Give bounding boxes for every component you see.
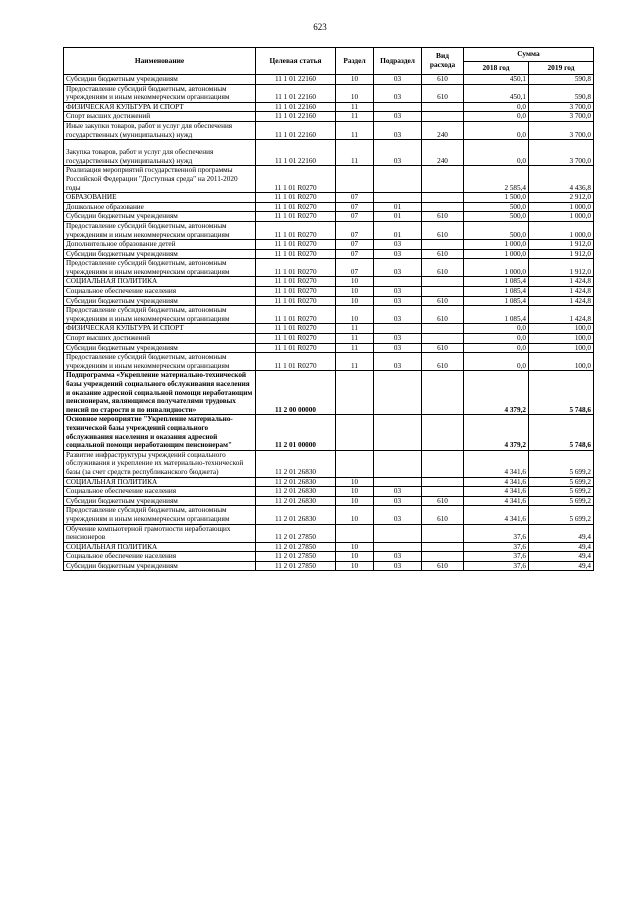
table-row [64, 506, 594, 524]
row-sum-2018: 4 341,6 [464, 477, 529, 487]
header-exp-type: Вид расхода [422, 48, 464, 75]
row-subsection [374, 415, 422, 450]
row-exp-type [422, 202, 464, 212]
row-target: 11 2 01 27850 [256, 552, 336, 562]
row-sum-2018: 2 585,4 [464, 166, 529, 193]
row-target: 11 1 01 R0270 [256, 277, 336, 287]
row-sum-2018: 37,6 [464, 552, 529, 562]
row-name: Предоставление субсидий бюджетным, автономным учреждениям и иным некоммерческим организациям [64, 259, 256, 277]
row-target: 11 1 01 R0270 [256, 343, 336, 353]
row-target: 11 2 01 26830 [256, 450, 336, 477]
row-target: 11 1 01 R0270 [256, 334, 336, 344]
row-sum-2018: 1 085,4 [464, 306, 529, 324]
row-exp-type: 610 [422, 249, 464, 259]
row-sum-2018: 0,0 [464, 112, 529, 122]
row-target: 11 2 01 26830 [256, 487, 336, 497]
row-sum-2018: 500,0 [464, 202, 529, 212]
row-exp-type [422, 324, 464, 334]
row-sum-2019: 1 424,8 [529, 287, 594, 297]
row-target: 11 2 01 26830 [256, 477, 336, 487]
row-name: Социальное обеспечение населения [64, 552, 256, 562]
table-row [64, 324, 594, 334]
row-name: Социальное обеспечение населения [64, 287, 256, 297]
row-section [336, 166, 374, 193]
row-name: ФИЗИЧЕСКАЯ КУЛЬТУРА И СПОРТ [64, 324, 256, 334]
table-row [64, 371, 594, 415]
row-exp-type: 240 [422, 140, 464, 166]
row-subsection: 01 [374, 202, 422, 212]
table-row [64, 140, 594, 166]
row-sum-2018: 4 341,6 [464, 450, 529, 477]
row-target: 11 1 01 R0270 [256, 212, 336, 222]
row-section: 11 [336, 140, 374, 166]
row-sum-2019: 1 424,8 [529, 277, 594, 287]
row-exp-type [422, 277, 464, 287]
row-sum-2019: 1 000,0 [529, 221, 594, 239]
table-row [64, 259, 594, 277]
table-row [64, 112, 594, 122]
row-exp-type: 610 [422, 259, 464, 277]
row-sum-2018: 450,1 [464, 84, 529, 102]
row-exp-type [422, 450, 464, 477]
table-row [64, 450, 594, 477]
row-sum-2019: 3 700,0 [529, 102, 594, 112]
row-sum-2019: 1 000,0 [529, 212, 594, 222]
row-exp-type: 610 [422, 496, 464, 506]
row-name: Реализация мероприятий государственной программы Российской Федерации "Доступная среда" на 2011-2020 годы [64, 166, 256, 193]
row-target: 11 1 01 22160 [256, 140, 336, 166]
row-target: 11 2 01 27850 [256, 561, 336, 571]
row-sum-2019: 100,0 [529, 353, 594, 371]
row-sum-2018: 0,0 [464, 102, 529, 112]
row-name: Социальное обеспечение населения [64, 487, 256, 497]
row-sum-2018: 37,6 [464, 524, 529, 542]
row-subsection [374, 524, 422, 542]
row-sum-2019: 4 436,8 [529, 166, 594, 193]
row-sum-2018: 4 379,2 [464, 415, 529, 450]
table-row [64, 496, 594, 506]
row-name: Закупка товаров, работ и услуг для обеспечения государственных (муниципальных) нужд [64, 140, 256, 166]
table-row [64, 334, 594, 344]
row-section: 11 [336, 112, 374, 122]
row-target: 11 2 01 27850 [256, 524, 336, 542]
row-section: 10 [336, 542, 374, 552]
row-section: 10 [336, 477, 374, 487]
row-subsection: 03 [374, 334, 422, 344]
row-name: ОБРАЗОВАНИЕ [64, 193, 256, 203]
row-exp-type: 610 [422, 561, 464, 571]
row-sum-2019: 49,4 [529, 552, 594, 562]
row-section: 11 [336, 324, 374, 334]
table-row [64, 121, 594, 139]
row-target: 11 2 00 00000 [256, 371, 336, 415]
row-section: 11 [336, 121, 374, 139]
row-subsection [374, 324, 422, 334]
row-section: 10 [336, 84, 374, 102]
row-sum-2018: 500,0 [464, 212, 529, 222]
row-target: 11 2 01 26830 [256, 496, 336, 506]
row-exp-type: 610 [422, 221, 464, 239]
table-row [64, 240, 594, 250]
row-section [336, 371, 374, 415]
row-name: СОЦИАЛЬНАЯ ПОЛИТИКА [64, 542, 256, 552]
row-name: СОЦИАЛЬНАЯ ПОЛИТИКА [64, 477, 256, 487]
row-sum-2019: 1 912,0 [529, 249, 594, 259]
row-sum-2018: 1 085,4 [464, 296, 529, 306]
header-2018: 2018 год [464, 62, 529, 75]
row-subsection: 01 [374, 212, 422, 222]
row-subsection: 03 [374, 496, 422, 506]
row-sum-2018: 1 085,4 [464, 287, 529, 297]
row-section: 10 [336, 296, 374, 306]
row-exp-type: 610 [422, 296, 464, 306]
row-sum-2019: 1 912,0 [529, 259, 594, 277]
table-header [64, 48, 594, 75]
row-target: 11 2 01 27850 [256, 542, 336, 552]
header-section: Раздел [336, 48, 374, 75]
row-subsection: 01 [374, 221, 422, 239]
page-number: 623 [313, 22, 327, 32]
row-name: Субсидии бюджетным учреждениям [64, 296, 256, 306]
budget-table [63, 47, 594, 571]
row-subsection [374, 102, 422, 112]
row-section: 07 [336, 240, 374, 250]
row-subsection: 03 [374, 84, 422, 102]
row-sum-2019: 1 912,0 [529, 240, 594, 250]
table-row [64, 296, 594, 306]
header-target: Целевая статья [256, 48, 336, 75]
row-section: 07 [336, 212, 374, 222]
row-name: Дошкольное образование [64, 202, 256, 212]
row-sum-2019: 100,0 [529, 324, 594, 334]
row-sum-2019: 5 748,6 [529, 415, 594, 450]
row-target: 11 1 01 R0270 [256, 287, 336, 297]
row-sum-2019: 100,0 [529, 334, 594, 344]
row-sum-2018: 1 000,0 [464, 240, 529, 250]
row-sum-2018: 37,6 [464, 561, 529, 571]
row-section: 07 [336, 202, 374, 212]
row-subsection [374, 477, 422, 487]
row-exp-type [422, 166, 464, 193]
row-sum-2018: 1 500,0 [464, 193, 529, 203]
table-row [64, 353, 594, 371]
table-body [64, 75, 594, 571]
row-exp-type [422, 415, 464, 450]
row-target: 11 1 01 R0270 [256, 259, 336, 277]
row-subsection: 03 [374, 75, 422, 85]
row-exp-type: 610 [422, 353, 464, 371]
table-row [64, 477, 594, 487]
row-section: 07 [336, 249, 374, 259]
row-exp-type [422, 487, 464, 497]
row-subsection: 03 [374, 240, 422, 250]
table-row [64, 487, 594, 497]
table-row [64, 193, 594, 203]
row-subsection: 03 [374, 506, 422, 524]
row-exp-type [422, 102, 464, 112]
row-sum-2018: 37,6 [464, 542, 529, 552]
table-row [64, 343, 594, 353]
row-exp-type [422, 112, 464, 122]
row-name: Предоставление субсидий бюджетным, автономным учреждениям и иным некоммерческим организациям [64, 306, 256, 324]
table-row [64, 249, 594, 259]
row-target: 11 1 01 R0270 [256, 296, 336, 306]
table-row [64, 75, 594, 85]
row-subsection: 03 [374, 249, 422, 259]
row-target: 11 1 01 R0270 [256, 240, 336, 250]
table-row [64, 552, 594, 562]
row-section: 07 [336, 193, 374, 203]
header-name: Наименование [64, 48, 256, 75]
row-name: ФИЗИЧЕСКАЯ КУЛЬТУРА И СПОРТ [64, 102, 256, 112]
row-name: Субсидии бюджетным учреждениям [64, 75, 256, 85]
row-sum-2019: 49,4 [529, 524, 594, 542]
row-sum-2018: 0,0 [464, 334, 529, 344]
row-target: 11 2 01 26830 [256, 506, 336, 524]
row-subsection [374, 193, 422, 203]
row-exp-type: 610 [422, 212, 464, 222]
row-exp-type [422, 542, 464, 552]
row-name: Иные закупки товаров, работ и услуг для обеспечения государственных (муниципальных) нужд [64, 121, 256, 139]
table-row [64, 287, 594, 297]
row-sum-2019: 5 748,6 [529, 371, 594, 415]
row-section: 10 [336, 277, 374, 287]
row-subsection: 03 [374, 353, 422, 371]
row-subsection: 03 [374, 296, 422, 306]
row-subsection: 03 [374, 121, 422, 139]
row-sum-2019: 100,0 [529, 343, 594, 353]
row-subsection: 03 [374, 259, 422, 277]
row-sum-2019: 1 000,0 [529, 202, 594, 212]
row-exp-type: 610 [422, 84, 464, 102]
row-section: 11 [336, 343, 374, 353]
row-name: Предоставление субсидий бюджетным, автономным учреждениям и иным некоммерческим организациям [64, 353, 256, 371]
row-section: 07 [336, 259, 374, 277]
row-subsection: 03 [374, 561, 422, 571]
row-sum-2018: 0,0 [464, 343, 529, 353]
row-exp-type [422, 371, 464, 415]
row-subsection: 03 [374, 287, 422, 297]
row-exp-type: 240 [422, 121, 464, 139]
table-row [64, 212, 594, 222]
row-subsection: 03 [374, 552, 422, 562]
table-row [64, 202, 594, 212]
row-section: 11 [336, 353, 374, 371]
row-sum-2018: 450,1 [464, 75, 529, 85]
row-sum-2019: 5 699,2 [529, 487, 594, 497]
row-exp-type [422, 524, 464, 542]
row-sum-2019: 5 699,2 [529, 450, 594, 477]
row-sum-2018: 0,0 [464, 353, 529, 371]
row-section [336, 415, 374, 450]
row-sum-2018: 1 085,4 [464, 277, 529, 287]
row-name: Спорт высших достижений [64, 334, 256, 344]
row-sum-2019: 5 699,2 [529, 496, 594, 506]
row-name: Субсидии бюджетным учреждениям [64, 561, 256, 571]
row-sum-2019: 49,4 [529, 561, 594, 571]
table-row [64, 542, 594, 552]
row-exp-type [422, 240, 464, 250]
table-row [64, 524, 594, 542]
row-target: 11 1 01 22160 [256, 112, 336, 122]
row-subsection [374, 542, 422, 552]
row-exp-type: 610 [422, 343, 464, 353]
row-section: 10 [336, 487, 374, 497]
header-subsection: Подраздел [374, 48, 422, 75]
row-section: 10 [336, 506, 374, 524]
row-section: 10 [336, 561, 374, 571]
table-row [64, 84, 594, 102]
row-section: 10 [336, 552, 374, 562]
row-sum-2018: 500,0 [464, 221, 529, 239]
row-sum-2018: 0,0 [464, 121, 529, 139]
row-name: Дополнительное образование детей [64, 240, 256, 250]
row-target: 11 2 01 00000 [256, 415, 336, 450]
row-target: 11 1 01 22160 [256, 75, 336, 85]
row-target: 11 1 01 R0270 [256, 221, 336, 239]
row-exp-type [422, 552, 464, 562]
row-target: 11 1 01 R0270 [256, 353, 336, 371]
row-target: 11 1 01 22160 [256, 121, 336, 139]
row-subsection [374, 371, 422, 415]
table-row [64, 102, 594, 112]
row-sum-2018: 4 341,6 [464, 496, 529, 506]
row-sum-2018: 4 341,6 [464, 506, 529, 524]
row-target: 11 1 01 R0270 [256, 306, 336, 324]
row-target: 11 1 01 R0270 [256, 202, 336, 212]
row-sum-2019: 590,8 [529, 75, 594, 85]
row-exp-type: 610 [422, 75, 464, 85]
row-section: 10 [336, 496, 374, 506]
row-subsection [374, 166, 422, 193]
row-subsection: 03 [374, 306, 422, 324]
row-subsection: 03 [374, 140, 422, 166]
row-section: 11 [336, 334, 374, 344]
row-sum-2018: 4 341,6 [464, 487, 529, 497]
row-name: Основное мероприятие "Укрепление материально-технической базы учреждений социального обслуживания населения и оказания адресной социальной помощи неработающим пенсионерам" [64, 415, 256, 450]
row-name: СОЦИАЛЬНАЯ ПОЛИТИКА [64, 277, 256, 287]
row-name: Предоставление субсидий бюджетным, автономным учреждениям и иным некоммерческим организациям [64, 506, 256, 524]
table-row [64, 561, 594, 571]
row-name: Субсидии бюджетным учреждениям [64, 496, 256, 506]
row-exp-type: 610 [422, 506, 464, 524]
row-name: Субсидии бюджетным учреждениям [64, 343, 256, 353]
row-sum-2019: 5 699,2 [529, 506, 594, 524]
row-target: 11 1 01 22160 [256, 102, 336, 112]
row-sum-2018: 1 000,0 [464, 249, 529, 259]
row-exp-type [422, 287, 464, 297]
table-row [64, 221, 594, 239]
row-sum-2018: 4 379,2 [464, 371, 529, 415]
row-name: Предоставление субсидий бюджетным, автономным учреждениям и иным некоммерческим организациям [64, 84, 256, 102]
row-sum-2019: 3 700,0 [529, 121, 594, 139]
row-sum-2019: 3 700,0 [529, 112, 594, 122]
row-exp-type [422, 334, 464, 344]
row-section [336, 450, 374, 477]
row-target: 11 1 01 R0270 [256, 324, 336, 334]
row-name: Субсидии бюджетным учреждениям [64, 212, 256, 222]
row-name: Спорт высших достижений [64, 112, 256, 122]
row-exp-type [422, 193, 464, 203]
row-subsection [374, 277, 422, 287]
row-sum-2019: 3 700,0 [529, 140, 594, 166]
row-sum-2018: 0,0 [464, 324, 529, 334]
row-section [336, 524, 374, 542]
row-name: Субсидии бюджетным учреждениям [64, 249, 256, 259]
row-subsection: 03 [374, 112, 422, 122]
row-sum-2019: 49,4 [529, 542, 594, 552]
row-target: 11 1 01 R0270 [256, 193, 336, 203]
row-exp-type: 610 [422, 306, 464, 324]
row-section: 10 [336, 75, 374, 85]
row-sum-2019: 1 424,8 [529, 296, 594, 306]
row-name: Развитие инфраструктуры учреждений социального обслуживания и укрепление их материально-технической базы (за счет средств республиканского бюджета) [64, 450, 256, 477]
row-sum-2019: 1 424,8 [529, 306, 594, 324]
row-sum-2018: 0,0 [464, 140, 529, 166]
row-name: Обучение компьютерной грамотности неработающих пенсионеров [64, 524, 256, 542]
row-section: 10 [336, 306, 374, 324]
row-sum-2018: 1 000,0 [464, 259, 529, 277]
row-sum-2019: 590,8 [529, 84, 594, 102]
table-row [64, 166, 594, 193]
row-target: 11 1 01 R0270 [256, 166, 336, 193]
row-name: Предоставление субсидий бюджетным, автономным учреждениям и иным некоммерческим организациям [64, 221, 256, 239]
table-row [64, 415, 594, 450]
row-sum-2019: 2 912,0 [529, 193, 594, 203]
row-target: 11 1 01 22160 [256, 84, 336, 102]
row-sum-2019: 5 699,2 [529, 477, 594, 487]
row-subsection: 03 [374, 343, 422, 353]
row-name: Подпрограмма «Укрепление материально-технической базы учреждений социального обслуживания населения и оказание адресной социальной помощи неработающим пенсионерам, являющимся получателями трудовых пенсий по старости и по инвалидности» [64, 371, 256, 415]
table-row [64, 306, 594, 324]
row-section: 11 [336, 102, 374, 112]
header-sum: Сумма [464, 48, 594, 62]
row-target: 11 1 01 R0270 [256, 249, 336, 259]
row-exp-type [422, 477, 464, 487]
row-subsection [374, 450, 422, 477]
row-section: 07 [336, 221, 374, 239]
row-section: 10 [336, 287, 374, 297]
table-row [64, 277, 594, 287]
header-2019: 2019 год [529, 62, 594, 75]
row-subsection: 03 [374, 487, 422, 497]
